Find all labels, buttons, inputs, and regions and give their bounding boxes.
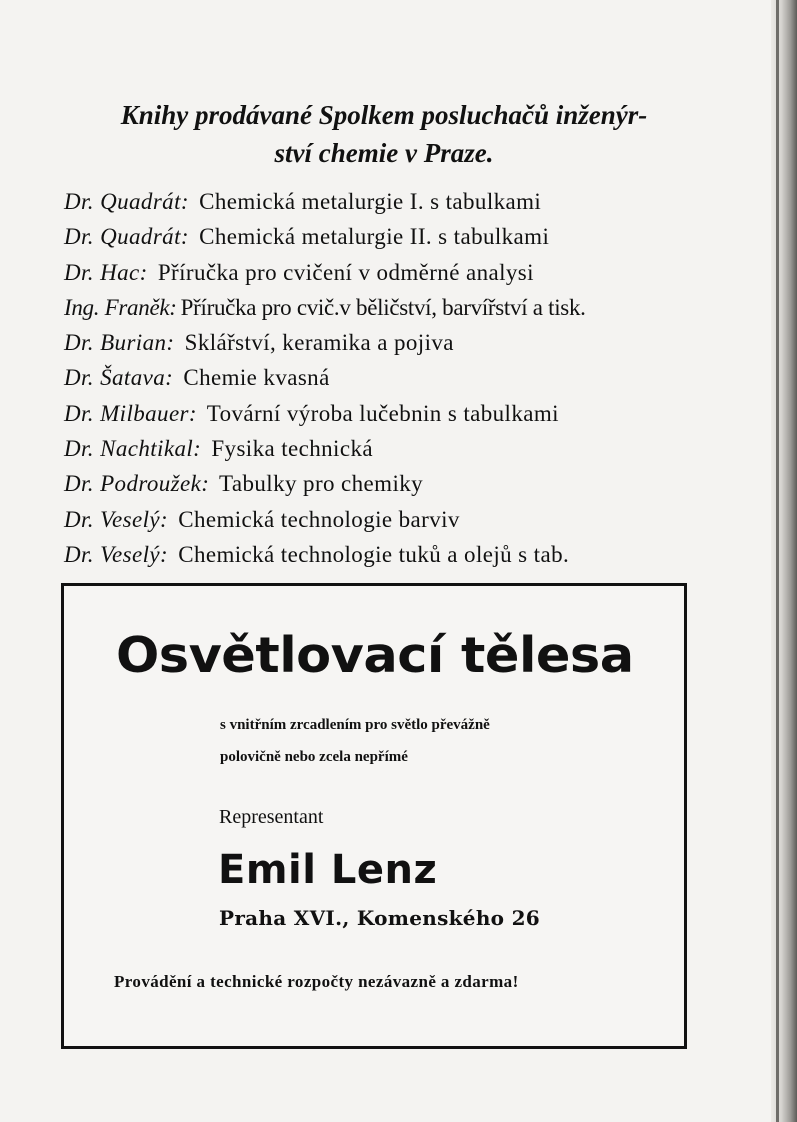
book-title: Chemická metalurgie II. s tabulkami [199, 224, 550, 250]
book-title: Chemie kvasná [183, 365, 330, 391]
book-author: Dr. Šatava: [64, 365, 174, 391]
book-title: Příručka pro cvičení v odměrné analysi [157, 259, 534, 285]
book-title: Fysika technická [211, 436, 373, 462]
book-author: Dr. Quadrát: [64, 224, 189, 250]
book-item [64, 537, 704, 572]
book-author: Dr. Quadrát: [64, 189, 189, 214]
page-edge-shadow [771, 0, 797, 1122]
book-author: Dr. Veselý: [64, 506, 169, 532]
book-title: Příručka pro cvič.v běličství, barvířství a tisk. [180, 294, 586, 320]
advertisement-description [220, 709, 660, 773]
book-item [64, 466, 704, 501]
representative-label: Representant [219, 806, 324, 828]
advertisement-description-line-1: s vnitřním zrcadlením pro světlo převážně [220, 717, 490, 733]
book-author: Dr. Nachtikal: [64, 436, 202, 462]
book-item [64, 502, 704, 537]
heading-line-1: Knihy prodávané Spolkem posluchačů inženýr- [120, 100, 648, 130]
advertisement-box [61, 583, 687, 1049]
book-title: Chemická technologie barviv [178, 506, 460, 532]
advertisement-title: Osvětlovací tělesa [116, 627, 634, 684]
book-item [64, 325, 704, 360]
advertisement-footer: Provádění a technické rozpočty nezávazně a zdarma! [114, 972, 519, 991]
book-author: Dr. Veselý: [64, 541, 169, 567]
book-item [64, 184, 704, 219]
book-title: Tabulky pro chemiky [219, 471, 424, 497]
book-title: Chemická technologie tuků a olejů s tab. [178, 541, 570, 567]
book-title: Tovární výroba lučebnin s tabulkami [206, 400, 559, 426]
representative-name: Emil Lenz [218, 847, 438, 893]
book-item [64, 255, 704, 290]
book-author: Dr. Podroužek: [64, 471, 210, 497]
book-title: Chemická metalurgie I. s tabulkami [199, 189, 542, 214]
representative-address: Praha XVI., Komenského 26 [219, 906, 541, 930]
book-item [64, 219, 704, 254]
book-author: Dr. Hac: [64, 259, 148, 285]
book-title: Sklářství, keramika a pojiva [184, 330, 454, 356]
page-heading [64, 96, 704, 172]
book-item [64, 360, 704, 395]
book-author: Ing. Franěk: [64, 294, 177, 320]
heading-line-2: ství chemie v Praze. [274, 138, 494, 168]
book-item [64, 396, 704, 431]
advertisement-description-line-2: polovičně nebo zcela nepřímé [220, 749, 408, 765]
book-item [64, 290, 704, 325]
book-item [64, 431, 704, 466]
book-list [64, 184, 704, 572]
page-edge-line [776, 0, 779, 1122]
book-author: Dr. Burian: [64, 330, 175, 356]
book-author: Dr. Milbauer: [64, 400, 197, 426]
